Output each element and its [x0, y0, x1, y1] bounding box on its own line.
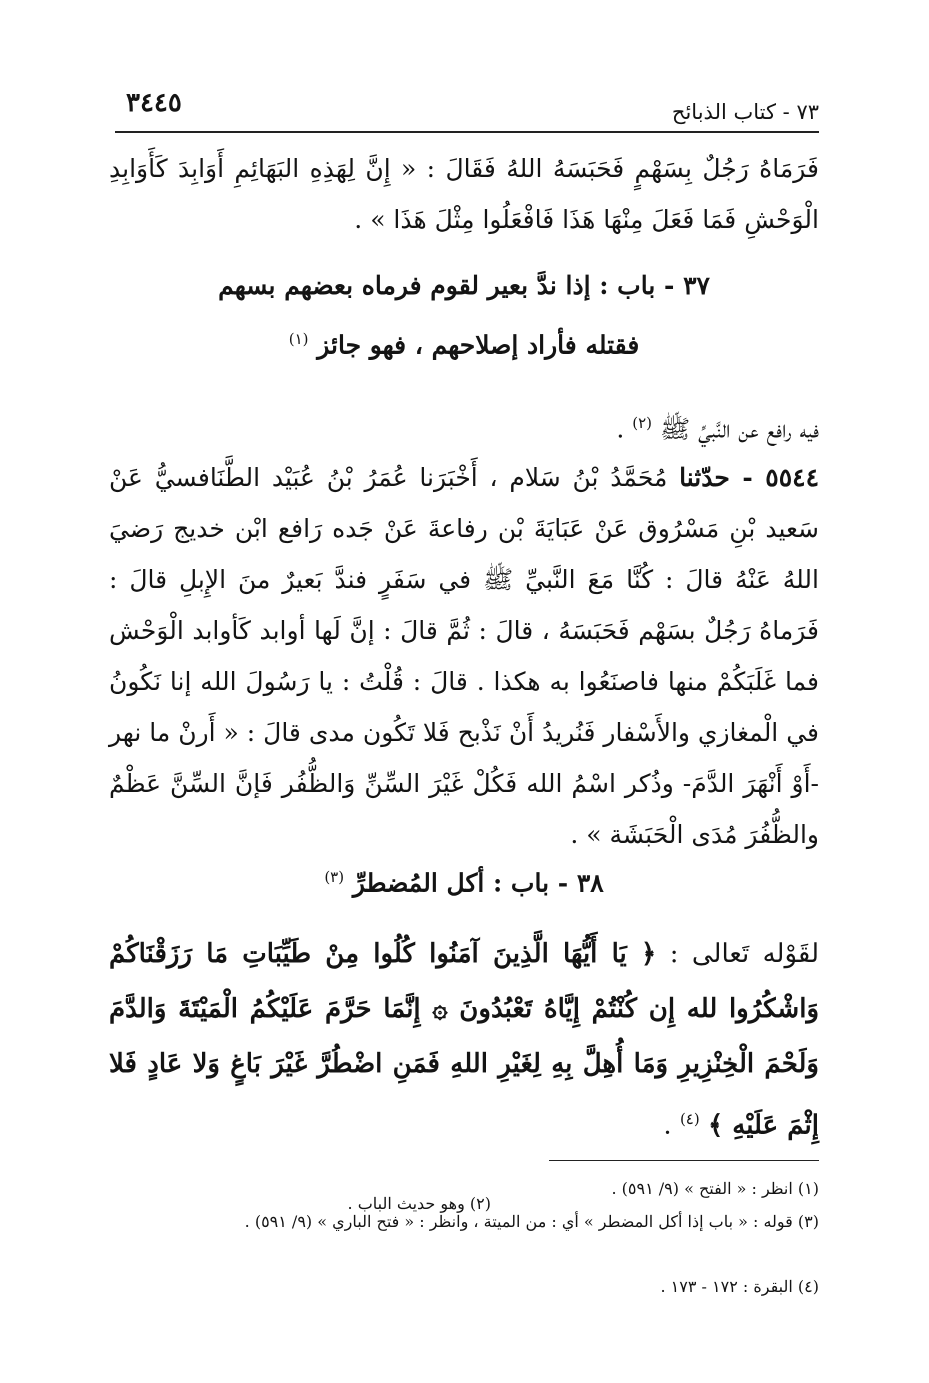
- footnote-marker: (٣): [324, 868, 345, 886]
- chapter-heading-37-line2: [109, 330, 819, 359]
- footnote-marker: (١): [288, 330, 309, 348]
- footnote-3: (٣) قوله : « باب إذا أكل المضطر » أي : من الميتة ، وانظر : « فتح الباري » (٩/ ٥٩١) .: [244, 1212, 819, 1231]
- footnote-marker: (٢): [632, 414, 652, 432]
- heading-text: ٣٨ - باب : أكل المُضطرِّ: [352, 868, 604, 898]
- chapter-heading-37-line1: ٣٧ - باب : إذا ندَّ بعير لقوم فرماه بعضهم بسهم: [218, 271, 710, 300]
- footnote-divider: [549, 1160, 819, 1161]
- note-end: .: [616, 414, 633, 444]
- footnote-4: (٤) البقرة : ١٧٢ - ١٧٣ .: [660, 1277, 819, 1296]
- paragraph-continuation: فَرَمَاهُ رَجُلٌ بِسَهْمٍ فَحَبَسَهُ اللهُ فَقَالَ : « إِنَّ لِهَذِهِ البَهَائِمِ أَوَابِدَ كَأَوَابِدِ الْوَحْشِ فَمَا فَعَلَ مِنْهَا هَذَا فَافْعَلُوا مِثْلَ هَذَا » .: [109, 154, 819, 234]
- quran-quote-paragraph: [109, 927, 819, 1154]
- page-number: ٣٤٤٥: [126, 88, 182, 118]
- footnote-2: (٢) وهو حديث الباب .: [347, 1194, 491, 1213]
- hadith-number: ٥٥٤٤ - حدّثنا: [679, 463, 819, 492]
- heading-text: فقتله فأراد إصلاحهم ، فهو جائز: [317, 330, 640, 360]
- quran-end: .: [663, 1110, 680, 1141]
- quran-verse: ﴿ يَا أَيُّهَا الَّذِينَ آمَنُوا كُلُوا مِنْ طَيِّبَاتِ مَا رَزَقْنَاكُمْ وَاشْكُرُوا لله إِن كُنْتُمْ إِيَّاهُ تَعْبُدُونَ ۞ إِنَّمَا حَرَّمَ عَلَيْكُمُ الْمَيْتَةَ وَالدَّمَ وَلَحْمَ الْخِنْزِيرِ وَمَا أُهِلَّ بِهِ لِغَيْرِ اللهِ فَمَنِ اضْطُرَّ غَيْرَ بَاغٍ وَلا عَادٍ فَلا إِثْمَ عَلَيْهِ ﴾: [109, 939, 819, 1141]
- hadith-paragraph: [109, 452, 819, 860]
- note-text: فيه رافع عن النَّبيِّ ﷺ: [659, 414, 819, 444]
- narration-note: [159, 398, 819, 454]
- quran-intro: لقَوْله تَعالى :: [656, 939, 819, 969]
- chapter-title: ٧٣ - كتاب الذبائح: [671, 100, 819, 124]
- footnote-1: (١) انظر : « الفتح » (٩/ ٥٩١) .: [611, 1179, 819, 1198]
- header-divider: [115, 131, 819, 133]
- chapter-heading-38: [109, 868, 819, 897]
- hadith-text: مُحَمَّدُ بْنُ سَلام ، أَخْبَرَنا عُمَرُ بْنُ عُبَيْد الطَّنَافسيُّ عَنْ سَعيد بْنِ مَسْرُوق عَنْ عَبَايَةَ بْن رفاعةَ عَنْ جَده رَافع ابْن خديج رَضيَ اللهُ عَنْهُ قالَ : كُنَّا مَعَ النَّبيِّ ﷺ في سَفَرٍ فندَّ بَعيرٌ منَ الإِبلِ قالَ : فَرَماهُ رَجُلٌ بسَهْم فَحَبَسَهُ ، قالَ : ثُمَّ قالَ : إنَّ لَها أوابد كَأوابد الْوَحْش فما غَلَبَكُمْ منها فاصنَعُوا به هكذا . قالَ : قُلْتُ : يا رَسُولَ الله إنا نَكُونُ في الْمغازي والأَسْفار فَنُريدُ أَنْ نَذْبح فَلا تَكُون مدى قالَ : « أَرنْ ما نهر -أَوْ أَنْهَرَ الدَّمَ- وذُكر اسْمُ الله فَكُلْ غَيْرَ السِّنِّ وَالظُّفُر فَإنَّ السِّنَّ عَظْمٌ والظُّفُرَ مُدَى الْحَبَشَة » .: [109, 463, 819, 849]
- footnote-marker: (٤): [679, 1110, 700, 1128]
